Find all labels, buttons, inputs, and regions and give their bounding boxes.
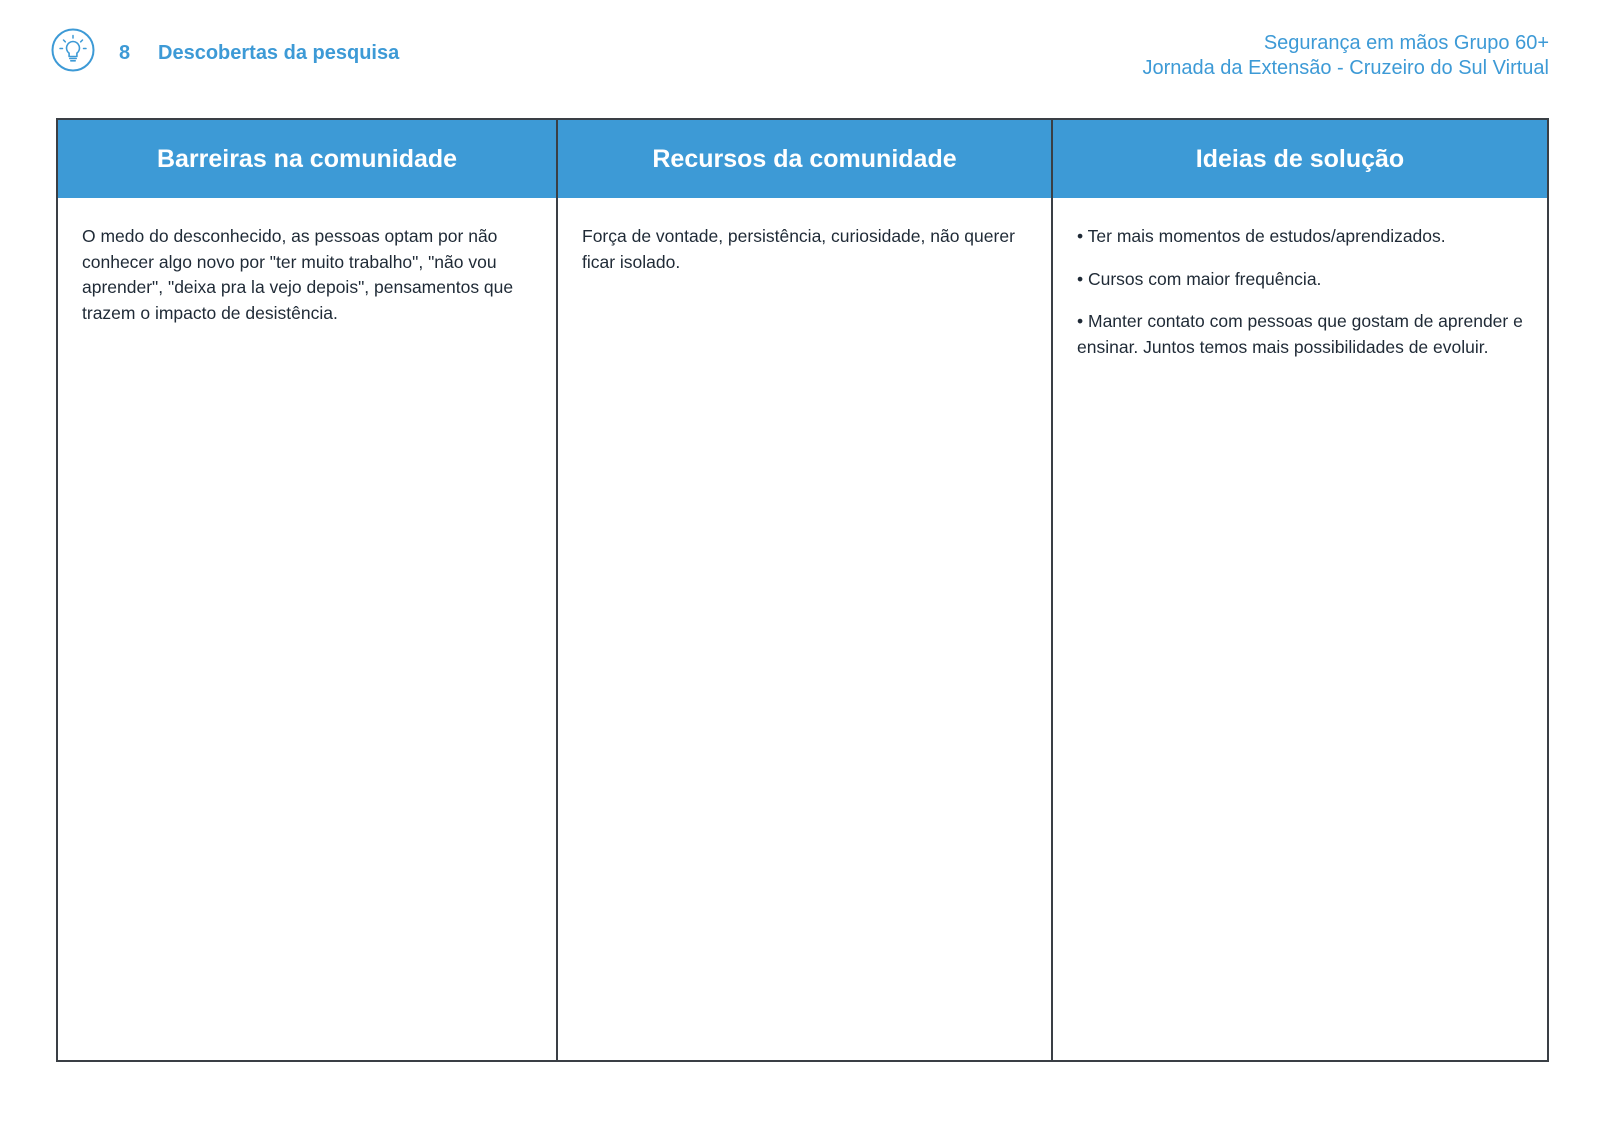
column-body	[1053, 198, 1547, 360]
research-findings-table	[56, 118, 1549, 1062]
page-header	[0, 0, 1600, 110]
header-project-info	[1142, 31, 1549, 81]
column-header: Ideias de solução	[1053, 120, 1547, 198]
column-barriers	[58, 120, 556, 1060]
project-title: Segurança em mãos Grupo 60+	[1263, 32, 1549, 54]
column-paragraph: O medo do desconhecido, as pessoas optam por não conhecer algo novo por "ter muito trabalho", "não vou aprender", "deixa pra la vejo depois", pensamentos que trazem o impacto de desistência.	[82, 226, 514, 323]
lightbulb-icon	[51, 28, 95, 72]
column-header: Recursos da comunidade	[558, 120, 1051, 198]
column-header: Barreiras na comunidade	[58, 120, 556, 198]
page-number: 8	[119, 42, 131, 64]
column-paragraph: Força de vontade, persistência, curiosidade, não querer ficar isolado.	[582, 226, 1015, 272]
column-resources	[556, 120, 1051, 1060]
section-title: Descobertas da pesquisa	[158, 42, 400, 64]
project-subtitle: Jornada da Extensão - Cruzeiro do Sul Virtual	[1142, 57, 1549, 79]
bullet-item: • Ter mais momentos de estudos/aprendizados.	[1077, 226, 1446, 246]
column-solution-ideas	[1051, 120, 1547, 1060]
bullet-item: • Cursos com maior frequência.	[1077, 268, 1322, 289]
column-body	[558, 198, 1051, 275]
column-body	[58, 198, 556, 326]
bullet-item: • Manter contato com pessoas que gostam de aprender e ensinar. Juntos temos mais possibilidades de evoluir.	[1077, 311, 1523, 357]
